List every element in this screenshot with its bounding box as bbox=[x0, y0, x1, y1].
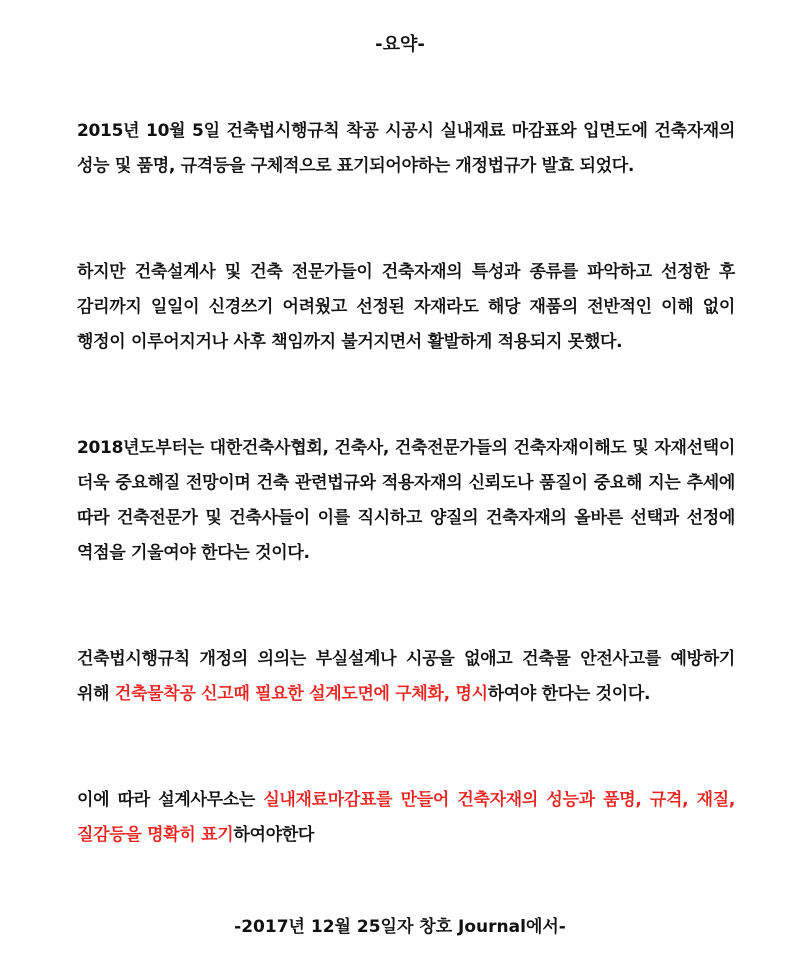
paragraph-5 bbox=[77, 783, 735, 853]
paragraph-4-text-end: 하여야 한다는 것이다. bbox=[487, 684, 651, 704]
source-citation: -2017년 12월 25일자 창호 Journal에서- bbox=[234, 917, 566, 937]
paragraph-2: 하지만 건축설계사 및 건축 전문가들이 건축자재의 특성과 종류를 파악하고 선정한 후 감리까지 일일이 신경쓰기 어려웠고 선정된 자재라도 해당 재품의 전반적인 이해 없이 행정이 이루어지거나 사후 책임까지 불거지면서 활발하게 적용되지 못했다. bbox=[77, 262, 735, 352]
paragraph-4-highlight: 건축물착공 신고때 필요한 설계도면에 구체화, 명시 bbox=[114, 684, 488, 704]
document-title: -요약- bbox=[375, 34, 425, 55]
paragraph-3: 2018년도부터는 대한건축사협회, 건축사, 건축전문가들의 건축자재이해도 및 자재선택이 더욱 중요해질 전망이며 건축 관련법규와 적용자재의 신뢰도나 품질이 중요해 지는 추세에 따라 건축전문가 및 건축사들이 이를 직시하고 양질의 건축자재의 올바른 선택과 선정에 역점을 기울여야 한다는 것이다. bbox=[77, 438, 735, 563]
paragraph-4 bbox=[77, 642, 735, 712]
paragraph-4-text-start: 건축법시행규칙 개정의 의의는 부실설계나 시공을 없애고 건축물 안전사고를 예방하기 위해 bbox=[77, 649, 735, 704]
paragraph-5-text-start: 이에 따라 설계사무소는 bbox=[77, 790, 264, 810]
paragraph-5-highlight: 실내재료마감표를 만들어 건축자재의 성능과 품명, 규격, 재질, 질감등을 명확히 표기 bbox=[77, 790, 736, 845]
paragraph-1: 2015년 10월 5일 건축법시행규칙 착공 시공시 실내재료 마감표와 입면도에 건축자재의 성능 및 품명, 규격등을 구체적으로 표기되어야하는 개정법규가 발효 되었다. bbox=[77, 121, 735, 176]
paragraph-5-text-end: 하여야한다 bbox=[233, 825, 314, 845]
